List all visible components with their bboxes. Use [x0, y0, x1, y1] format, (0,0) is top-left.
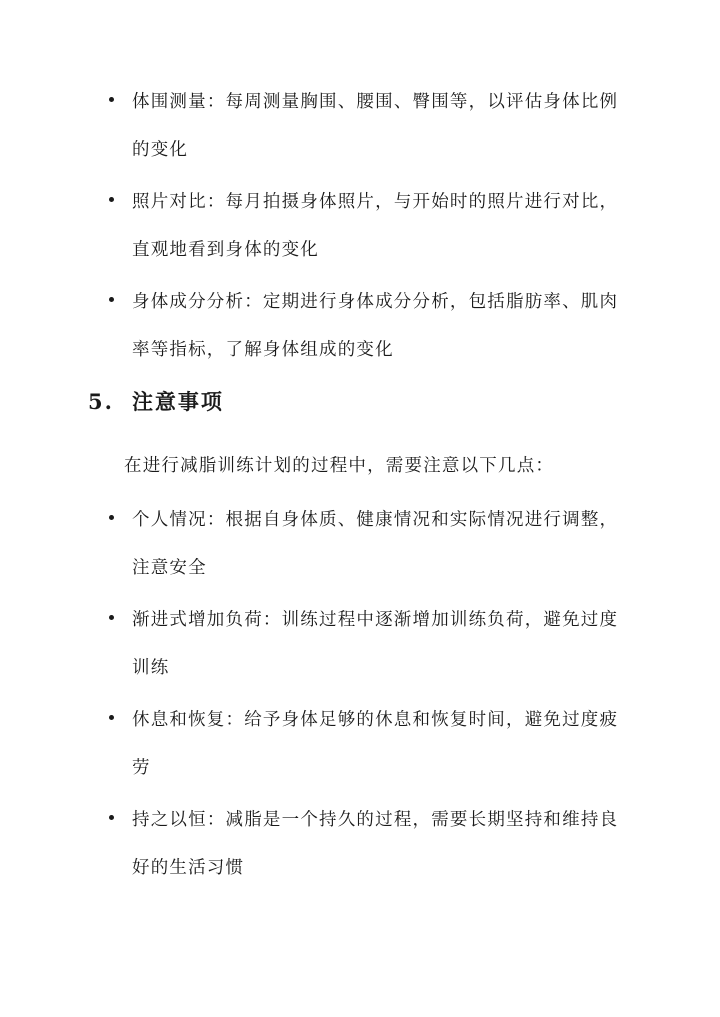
item-label: 持之以恒	[132, 810, 207, 830]
item-label: 休息和恢复	[132, 710, 226, 730]
list-item	[0, 696, 720, 792]
item-label: 个人情况	[132, 510, 207, 530]
item-text: 每月拍摄身体照片，与开始时的照片进行对比，直观地看到身体的变化	[132, 192, 619, 260]
bullet-icon	[109, 715, 114, 720]
bullet-icon	[109, 97, 114, 102]
item-label: 身体成分分析	[132, 292, 245, 312]
item-separator: ：	[225, 710, 245, 730]
measures-list	[0, 78, 720, 374]
item-separator: ：	[206, 192, 226, 212]
item-text: 每周测量胸围、腰围、臀围等，以评估身体比例的变化	[132, 92, 619, 160]
measures-list-container	[0, 78, 720, 378]
item-separator: ：	[206, 92, 226, 112]
notes-list-container	[0, 496, 720, 896]
list-item	[0, 178, 720, 274]
bullet-icon	[109, 615, 114, 620]
section-number: 5.	[88, 389, 114, 414]
item-label: 体围测量	[132, 92, 207, 112]
item-text: 定期进行身体成分分析，包括脂肪率、肌肉率等指标，了解身体组成的变化	[132, 292, 619, 360]
list-item	[0, 278, 720, 374]
bullet-icon	[109, 297, 114, 302]
section-heading	[88, 382, 224, 422]
item-label: 照片对比	[132, 192, 207, 212]
list-item	[0, 596, 720, 692]
section-intro: 在进行减脂训练计划的过程中，需要注意以下几点：	[124, 456, 555, 476]
list-item	[0, 496, 720, 592]
bullet-icon	[109, 515, 114, 520]
item-text: 训练过程中逐渐增加训练负荷，避免过度训练	[132, 610, 619, 678]
bullet-icon	[109, 197, 114, 202]
notes-list	[0, 496, 720, 892]
bullet-icon	[109, 815, 114, 820]
section-title: 注意事项	[131, 389, 224, 414]
item-separator: ：	[206, 510, 226, 530]
item-text: 给予身体足够的休息和恢复时间，避免过度疲劳	[132, 710, 619, 778]
item-label: 渐进式增加负荷	[132, 610, 263, 630]
item-text: 减脂是一个持久的过程，需要长期坚持和维持良好的生活习惯	[132, 810, 619, 878]
list-item	[0, 78, 720, 174]
list-item	[0, 796, 720, 892]
item-separator: ：	[244, 292, 263, 312]
item-separator: ：	[206, 810, 226, 830]
item-separator: ：	[262, 610, 282, 630]
item-text: 根据自身体质、健康情况和实际情况进行调整，注意安全	[132, 510, 619, 578]
